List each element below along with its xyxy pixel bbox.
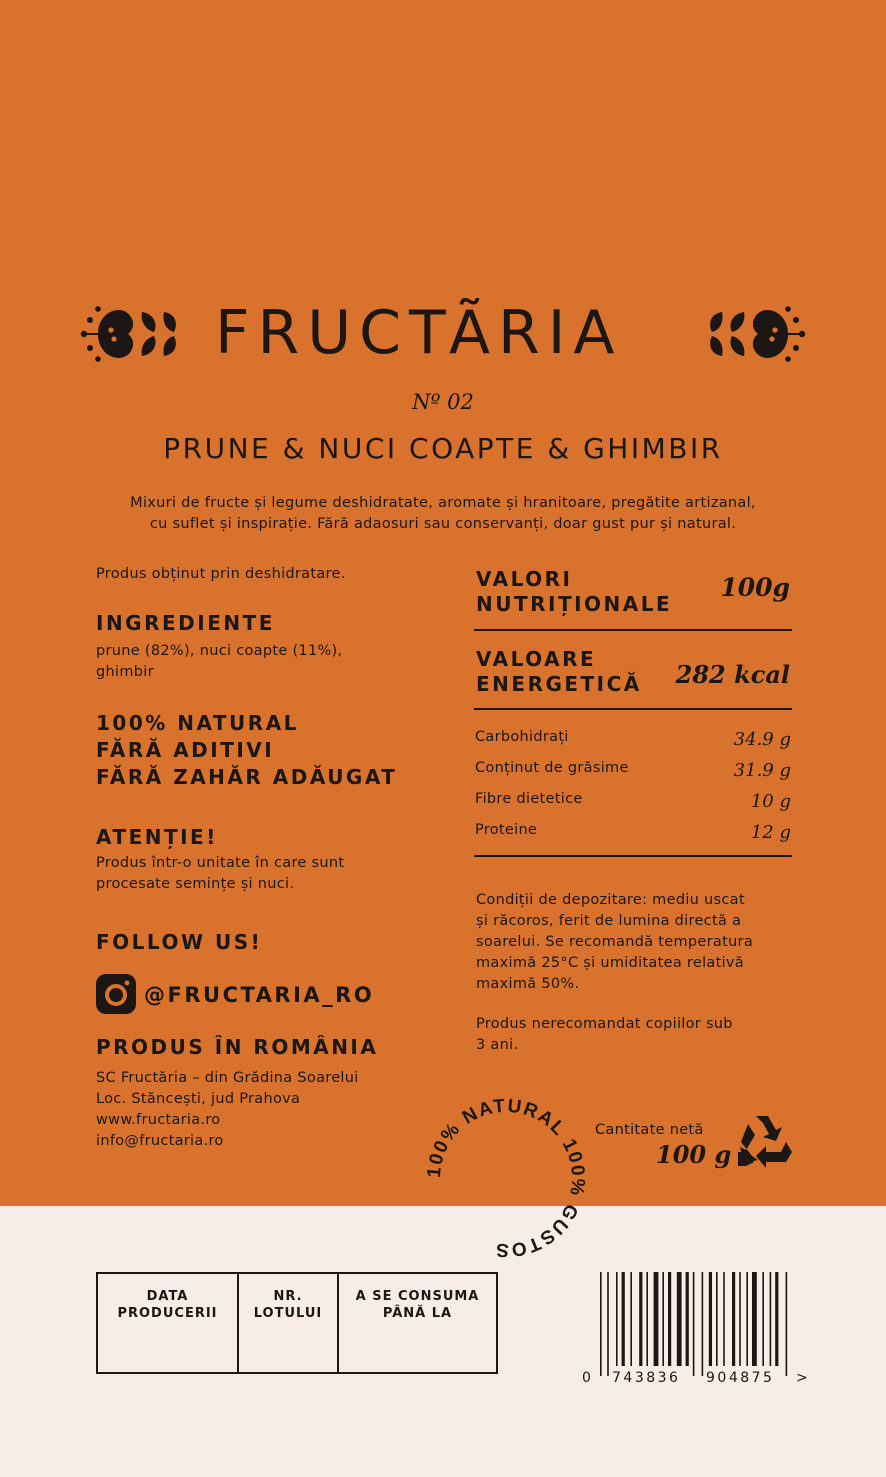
barcode-bar — [702, 1272, 704, 1376]
follow-heading: FOLLOW US! — [96, 930, 263, 954]
warning-heading: ATENȚIE! — [96, 825, 218, 849]
energy-value: 282 kcal — [675, 660, 790, 689]
net-quantity-value: 100 g — [656, 1140, 732, 1169]
nutrition-label: Conținut de grăsime — [475, 760, 629, 776]
barcode-bar — [600, 1272, 602, 1376]
barcode-bar — [716, 1272, 718, 1366]
claim-natural: 100% NATURAL — [96, 711, 299, 735]
energy-heading — [476, 647, 642, 697]
warning-text — [96, 853, 344, 895]
warning-line: Produs într-o unitate în care sunt — [96, 855, 345, 871]
cell-label: A SE CONSUMA — [355, 1289, 480, 1304]
nutrition-divider — [474, 629, 792, 631]
nutrition-row — [475, 791, 791, 822]
ingredients-line: ghimbir — [96, 664, 154, 680]
barcode-bar — [622, 1272, 625, 1366]
nutrition-divider — [474, 708, 792, 710]
barcode-bar — [775, 1272, 778, 1366]
barcode-arrow: > — [796, 1370, 808, 1386]
origin-heading: PRODUS ÎN ROMÂNIA — [96, 1035, 379, 1059]
intro-line: Mixuri de fructe și legume deshidratate, aromate și hranitoare, pregătite artizanal, — [130, 495, 756, 511]
barcode-bar — [770, 1272, 772, 1366]
nutrition-row — [475, 822, 791, 853]
nutrition-label: Fibre dietetice — [475, 791, 583, 807]
barcode-bar — [786, 1272, 788, 1376]
best-before-cell[interactable] — [338, 1273, 497, 1373]
natural-badge-icon — [418, 1090, 594, 1266]
barcode-left-digits: 743836 — [612, 1370, 681, 1386]
svg-text:100% NATURAL 100% GUSTOS — [424, 1096, 589, 1261]
storage-line: soarelui. Se recomandă temperatura — [476, 934, 754, 950]
barcode-bar — [646, 1272, 648, 1366]
barcode — [598, 1272, 790, 1376]
nutrition-value: 34.9 g — [733, 729, 791, 750]
flower-ornament-left-icon — [80, 302, 178, 366]
kids-warning-line: Produs nerecomandat copiilor sub — [476, 1016, 733, 1032]
production-date-cell[interactable] — [97, 1273, 238, 1373]
lot-number-cell[interactable] — [238, 1273, 338, 1373]
barcode-bar — [752, 1272, 757, 1366]
product-intro — [60, 493, 826, 535]
badge-text: 100% NATURAL 100% GUSTOS — [423, 1095, 589, 1261]
cell-label: NR. — [273, 1289, 303, 1304]
barcode-first-digit: 0 — [582, 1370, 593, 1386]
ingredients-line: prune (82%), nuci coapte (11%), — [96, 643, 343, 659]
storage-line: Condiții de depozitare: mediu uscat — [476, 892, 745, 908]
ingredients-heading: INGREDIENTE — [96, 611, 275, 635]
process-note: Produs obținut prin deshidratare. — [96, 566, 346, 582]
warning-line: procesate semințe și nuci. — [96, 876, 295, 892]
storage-line: și răcoros, ferit de lumina directă a — [476, 913, 742, 929]
barcode-bar — [662, 1272, 664, 1366]
social-handle[interactable]: @FRUCTARIA_RO — [144, 983, 375, 1007]
barcode-bar — [630, 1272, 632, 1366]
company-info — [96, 1068, 359, 1152]
barcode-bar — [723, 1272, 725, 1366]
barcode-bar — [639, 1272, 642, 1366]
claim-no-additives: FĂRĂ ADITIVI — [96, 738, 275, 762]
nutrition-heading-line: VALORI — [476, 567, 573, 591]
barcode-bar — [668, 1272, 671, 1366]
product-number: Nº 02 — [412, 390, 474, 414]
barcode-bar — [739, 1272, 741, 1366]
barcode-bar — [654, 1272, 659, 1366]
intro-line: cu suflet și inspirație. Fără adaosuri sau conservanți, doar gust pur și natural. — [149, 516, 737, 532]
net-quantity-label: Cantitate netă — [595, 1122, 704, 1138]
barcode-bar — [732, 1272, 735, 1366]
barcode-bar — [709, 1272, 712, 1366]
company-email[interactable]: info@fructaria.ro — [96, 1133, 224, 1149]
nutrition-heading-line: NUTRIȚIONALE — [476, 592, 673, 616]
storage-conditions — [476, 890, 753, 995]
cell-label: PRODUCERII — [117, 1306, 218, 1321]
barcode-right-digits: 904875 — [706, 1370, 775, 1386]
brand-logo: FRUCTÃRIA — [215, 298, 623, 368]
barcode-bar — [686, 1272, 689, 1366]
nutrition-row — [475, 729, 791, 760]
cell-label: LOTULUI — [253, 1306, 323, 1321]
energy-heading-line: ENERGETICĂ — [476, 672, 642, 696]
claims — [96, 710, 397, 791]
cell-label: DATA — [146, 1289, 189, 1304]
nutrition-per: 100g — [720, 573, 790, 602]
company-name: SC Fructăria – din Grădina Soarelui — [96, 1070, 359, 1086]
company-address: Loc. Stăncești, jud Prahova — [96, 1091, 301, 1107]
company-website[interactable]: www.fructaria.ro — [96, 1112, 221, 1128]
kids-warning — [476, 1014, 733, 1056]
production-dates-table — [96, 1272, 498, 1374]
storage-line: maximă 50%. — [476, 976, 580, 992]
product-title: PRUNE & NUCI COAPTE & GHIMBIR — [163, 432, 723, 465]
kids-warning-line: 3 ani. — [476, 1037, 519, 1053]
nutrition-divider — [474, 855, 792, 857]
storage-line: maximă 25°C și umiditatea relativă — [476, 955, 744, 971]
ingredients-list — [96, 641, 342, 683]
claim-no-sugar: FĂRĂ ZAHĂR ADĂUGAT — [96, 765, 398, 789]
recycle-icon — [734, 1112, 794, 1170]
barcode-bar — [746, 1272, 748, 1366]
nutrition-label: Carbohidrați — [475, 729, 569, 745]
energy-heading-line: VALOARE — [476, 647, 597, 671]
barcode-bar — [693, 1272, 695, 1376]
barcode-bar — [677, 1272, 682, 1366]
nutrition-label: Proteine — [475, 822, 538, 838]
nutrition-row — [475, 760, 791, 791]
cell-label: PÂNĂ LA — [382, 1306, 453, 1321]
instagram-icon[interactable] — [96, 974, 136, 1014]
barcode-bar — [616, 1272, 618, 1366]
nutrition-value: 12 g — [750, 822, 791, 843]
barcode-bar — [762, 1272, 764, 1366]
nutrition-value: 31.9 g — [733, 760, 791, 781]
flower-ornament-right-icon — [708, 302, 806, 366]
nutrition-value: 10 g — [750, 791, 791, 812]
barcode-bar — [607, 1272, 609, 1376]
nutrition-heading — [476, 567, 672, 617]
